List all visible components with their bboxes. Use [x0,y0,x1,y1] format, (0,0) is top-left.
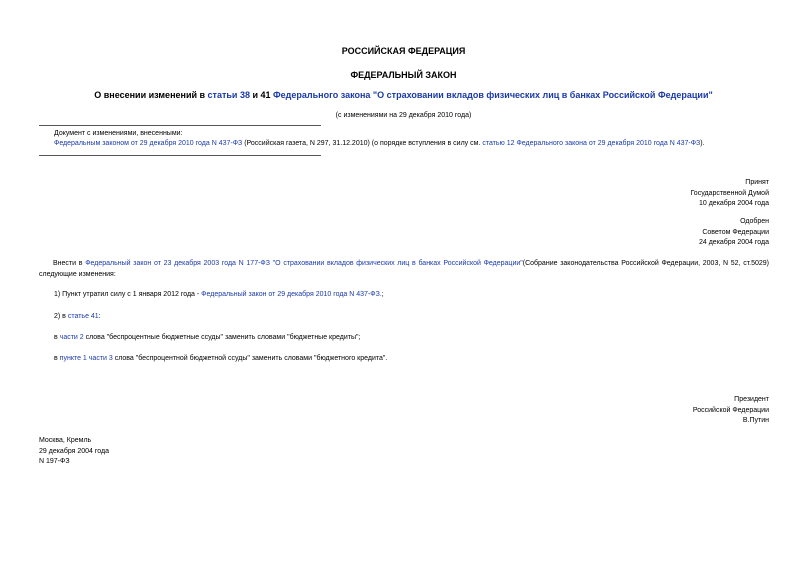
title-middle: и 41 [249,90,273,100]
changes-label: Документ с изменениями, внесенными: [54,130,183,137]
divider-bottom [39,155,321,156]
approved-block [699,217,769,249]
signature-name: В.Путин [742,417,769,424]
approved-body: Советом Федерации [702,228,769,236]
item-2b-post: слова "беспроцентной бюджетной ссуды" заменить словами "бюджетного кредита". [112,355,388,362]
intro-paragraph [39,259,769,280]
item-2 [54,312,769,323]
item-2b-pre: в [54,355,60,362]
country-heading: РОССИЙСКАЯ ФЕДЕРАЦИЯ [341,46,466,56]
item-2-link-article-41[interactable]: статье 41 [67,313,99,320]
signature-country: Российской Федерации [692,406,769,414]
doc-type-heading: ФЕДЕРАЛЬНЫЙ ЗАКОН [350,70,457,80]
item-2-post: : [98,313,101,320]
title-link-law[interactable]: Федерального закона "О страховании вкладов физических лиц в банках Российской Федерации" [273,90,713,100]
changes-line [54,139,705,149]
revision-note: (с изменениями на 29 декабря 2010 года) [335,112,472,119]
item-2b-link-point-1-part-3[interactable]: пункте 1 части 3 [59,355,113,362]
adopted-body: Государственной Думой [690,189,769,197]
approved-label: Одобрен [740,218,769,225]
changes-text-end: ). [700,140,705,147]
intro-post: (Собрание законодательства Российской Федерации, 2003, N 52, ст.5029) следующие изменения: [39,260,769,278]
footer-number: N 197-ФЗ [39,458,70,465]
item-1-end: ; [381,291,384,298]
adopted-label: Принят [745,179,769,186]
intro-link-177fz[interactable]: Федеральный закон от 23 декабря 2003 года N 177-ФЗ "О страховании вкладов физических лиц в банках Российской Федерации" [85,260,523,267]
signature-block [693,395,769,427]
signature-title: Президент [734,396,769,403]
title-link-article-38[interactable]: статьи 38 [207,90,250,100]
document-title [0,90,807,100]
item-1-link[interactable]: Федеральный закон от 29 декабря 2010 года N 437-ФЗ. [201,291,382,298]
adopted-date: 10 декабря 2004 года [698,200,769,207]
item-2a-pre: в [54,334,60,341]
adopted-block [690,178,769,210]
title-prefix: О внесении изменений в [94,90,208,100]
changes-text-mid: (Российская газета, N 297, 31.12.2010) (о порядке вступления в силу см. [242,140,483,147]
item-2a [54,333,769,344]
footer-block [39,436,109,468]
changes-link-article-12[interactable]: статью 12 Федерального закона от 29 декабря 2010 года N 437-ФЗ [482,140,701,147]
footer-date: 29 декабря 2004 года [39,447,110,455]
item-2-pre: 2) в [54,313,68,320]
divider-top [39,125,321,126]
intro-pre: Внести в [53,260,86,267]
footer-place: Москва, Кремль [39,437,92,444]
item-2a-link-part-2[interactable]: части 2 [59,334,84,341]
changes-link-437fz[interactable]: Федеральным законом от 29 декабря 2010 года N 437-ФЗ [54,140,243,147]
item-2a-post: слова "беспроцентные бюджетные ссуды" заменить словами "бюджетные кредиты"; [83,334,361,341]
item-2b [54,354,769,365]
item-1 [54,290,769,301]
item-1-text: 1) Пункт утратил силу с 1 января 2012 года - [54,291,202,298]
approved-date: 24 декабря 2004 года [698,239,769,246]
